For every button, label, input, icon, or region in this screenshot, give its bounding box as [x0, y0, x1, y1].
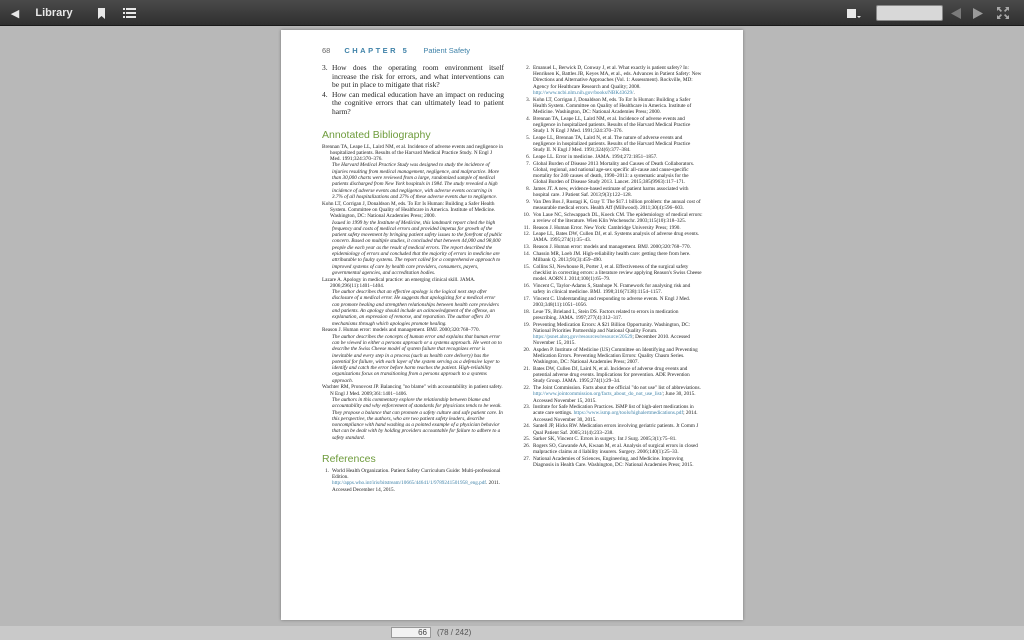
reference-text: Emanuel L, Berwick D, Conway J, et al. What exactly is patient safety? In: Henriksen K, Battles JB, Keyes MA, et al., eds. Advances in Patient Safety: New Directions and Alternative Approaches (Vol. 1: Assessment). Rockville, MD: Agency for Healthcare Research and Quality; 2008. http://www.ncbi.nlm.nih.gov/books/NBK43629/. [533, 65, 702, 96]
reference-text: Sarker SK, Vincent C. Errors in surgery. Int J Surg. 2005;3(1):75–81. [533, 436, 677, 443]
reference-number: 4. [526, 115, 530, 122]
reference-item [523, 251, 703, 263]
reference-item [523, 283, 703, 295]
reference-item [523, 135, 703, 154]
reference-text: Global Burden of Disease 2013 Mortality and Causes of Death Collaborators. Global, regional, and national age-sex specific all-cause and cause-specific mortality for 240 causes of death, 1990–2013: a systematic analysis for the Global Burden of Disease Study 2013. Lancet. 2015;385(9963):117–171. [533, 160, 695, 186]
font-settings-glyph [847, 8, 861, 18]
bibliography-annotation: The author describes the concepts of human error and explains that human error can be viewed in either a persons approach or a systems approach. He went on to describe the Swiss Cheese model of system failure that recognizes error is inevitable and every step in a process (such as health care delivery) has the potential for failure, with each layer of the system serving as a defensive layer to identify and catch the error before harm reaches the patient. High-reliability organizations focus on transitioning from a persons approach to a systems approach. [332, 333, 502, 384]
reference-text: Chassin MR, Loeb JM. High-reliability health care: getting there from here. Milbank Q. 2013;91(3):459–490. [533, 250, 691, 264]
reference-number: 9. [526, 198, 530, 205]
reference-text: Santell JP, Hicks RW. Medication errors involving geriatric patients. Jt Comm J Qual Patient Saf. 2005;31(4):233–238. [533, 423, 699, 436]
chapter-title: Patient Safety [423, 46, 471, 55]
bibliography-entry [322, 327, 504, 384]
reference-item [523, 116, 703, 135]
reference-number: 10. [523, 211, 530, 218]
font-settings-icon[interactable] [844, 0, 864, 26]
reference-text: Institute for Safe Medication Practices. ISMP list of high-alert medications in acute care settings. https://www.ismp.org/tools/highalertmedications.pdf; 2014. Accessed November 30, 2015. [533, 404, 698, 423]
bibliography-entry [322, 201, 504, 277]
question-item [322, 64, 504, 90]
reference-item [523, 347, 703, 366]
reference-number: 17. [523, 295, 530, 302]
reference-item [523, 385, 703, 404]
reference-text: Reason J. Human error: models and management. BMJ. 2000;320:768–770. [533, 244, 691, 251]
left-column [322, 64, 504, 493]
reference-link[interactable]: https://www.ismp.org/tools/highalertmedications.pdf [573, 410, 684, 417]
reference-item [523, 322, 703, 347]
reference-item [523, 231, 703, 243]
reference-text: Rogers SO, Gawande AA, Kwaan M, et al. Analysis of surgical errors in closed malpractice claims at 4 liability insurers. Surgery. 2006;140(1):25–33. [533, 442, 698, 456]
reference-item [523, 436, 703, 442]
reference-item [523, 244, 703, 250]
reference-text: Leape LL, Brennan TA, Laird N, et al. The nature of adverse events and negligence in hospitalized patients. Results of the Harvard Medical Practice Study II. N Engl J Med. 1991;324(6):377–384. [533, 134, 691, 154]
reference-item [523, 296, 703, 308]
bibliography-entry [322, 277, 504, 327]
reference-number: 2. [526, 65, 530, 71]
bibliography-citation: Brennan TA, Leape LL, Laird NM, et al. Incidence of adverse events and negligence in hospitalized patients. Results of the Harvard Medical Practice Study. N Engl J Med. 1991;324:370–376. [322, 143, 503, 163]
question-text: How can medical education have an impact on reducing the cognitive errors that can ultimately lead to patient harm? [332, 89, 504, 116]
reference-item [523, 404, 703, 423]
reference-item [523, 65, 703, 96]
reference-text: Vincent C, Taylor-Adams S, Stanhope N. Framework for analysing risk and safety in clinical medicine. BMJ. 1998;316(7138):1154–1157. [533, 282, 691, 296]
bookmark-icon-glyph [97, 8, 106, 19]
reference-number: 7. [526, 160, 530, 167]
reference-text: James JT. A new, evidence-based estimate of patient harms associated with hospital care. J Patient Saf. 2013;9(3):122–128. [533, 185, 689, 199]
question-item [322, 91, 504, 117]
previous-page-icon[interactable] [948, 0, 964, 26]
reference-number: 6. [526, 153, 530, 160]
bibliography-annotation: The Harvard Medical Practice Study was designed to study the incidence of injuries resulting from medical management, negligence, and malpractice. More than 30,000 charts were reviewed from a large, randomized sample of medical patients discharged from New York hospitals in 1984. The study revealed a high incidence of adverse events and negligence, with adverse events occurring in 3.7% of all hospitalizations and 27% of these adverse events due to negligence. [332, 162, 499, 200]
reference-list-left [322, 468, 504, 493]
question-number: 4. [322, 89, 328, 99]
bibliography-entry [322, 384, 504, 441]
reference-number: 27. [523, 455, 530, 462]
reference-number: 8. [526, 185, 530, 192]
reference-text: Brennan TA, Leape LL, Laird NM, et al. Incidence of adverse events and negligence in hospitalized patients. Results of the Harvard Medical Practice Study I. N Engl J Med. 1991;324:370–376. [533, 115, 691, 135]
bookmark-icon[interactable] [94, 0, 108, 26]
library-button[interactable]: Library [35, 7, 73, 19]
bibliography-entry [322, 144, 504, 201]
question-number: 3. [322, 63, 328, 72]
reference-number: 19. [523, 321, 530, 328]
reference-link[interactable]: http://www.ncbi.nlm.nih.gov/books/NBK43629/ [533, 89, 634, 96]
status-bar [0, 626, 1024, 640]
reference-link[interactable]: http://www.jointcommission.org/facts_about_do_not_use_list/ [533, 391, 663, 398]
reference-number: 16. [523, 282, 530, 289]
chapter-label: CHAPTER 5 [344, 46, 410, 55]
question-text: How does the operating room environment itself increase the risk for errors, and what interventions can be put in place to mitigate that risk? [332, 63, 504, 90]
bibliography-citation: Lazare A. Apology in medical practice: an emerging clinical skill. JAMA. 2006;296(11):1401–1404. [322, 276, 476, 289]
reference-item [523, 456, 703, 468]
bibliography-citation: Kohn LT, Corrigan J, Donaldson M, eds. To Err Is Human: Building a Safer Health System. Committee on Quality of Healthcare in America. Institute of Medicine. Washington, DC: National Academies Press; 2000. [322, 200, 496, 220]
reference-number: 14. [523, 250, 530, 257]
bibliography-annotation: The authors in this commentary explore the relationship between blame and accountability and why enforcement of standards for physicians tends to be weak. They propose a balance that can promote a safety culture and safe patient care. In this perspective, the authors, who are two patient safety leaders, describe noncompliance with hand washing as a pointed example of a physician behavior that can be dealt with by holding providers accountable for failure to adhere to a safety standard. [332, 397, 503, 441]
toolbar [0, 0, 1024, 26]
reference-item [523, 309, 703, 321]
bibliography-annotation: The author describes that an effective apology is the logical next step after disclosure of a medical error. He suggests that apologizing for a medical error can promote healing and strengthen relationships between health care providers and patients. An apology should include an acknowledgment of the offense, an explanation, an expression of remorse, and reparation. The author offers 10 mechanisms through which apologies promote healing. [332, 289, 499, 327]
reference-text: Leape LL, Bates DW, Cullen DJ, et al. Systems analysis of adverse drug events. JAMA. 1995;274(1):35–43. [533, 231, 700, 244]
reference-text: Collins SJ, Newhouse R, Porter J, et al. Effectiveness of the surgical safety checklist in correcting errors: a literature review applying Reason's Swiss Cheese model. AORN J. 2014;100(1):65–79. [533, 263, 702, 283]
question-list [322, 64, 504, 117]
reference-number: 22. [523, 385, 530, 392]
reference-text: Reason J. Human Error. New York: Cambridge University Press; 1990. [533, 224, 681, 231]
reference-item [523, 161, 703, 186]
reference-text: Aspden P. Institute of Medicine (US) Committee on Identifying and Preventing Medication Errors. Preventing Medication Errors: Quality Chasm Series. Washington, DC: National Academies Press; 2007. [533, 346, 698, 366]
reference-item [523, 366, 703, 385]
next-page-icon[interactable] [970, 0, 986, 26]
reference-text: Leue TS, Brieland L, Stein DS. Factors related to errors in medication prescribing. JAMA. 1997;277(4):312–317. [533, 308, 679, 321]
running-head [322, 46, 470, 55]
right-column [523, 65, 703, 469]
reference-list-right [523, 65, 703, 468]
table-of-contents-icon[interactable] [121, 0, 137, 26]
reference-number: 18. [523, 308, 530, 315]
reference-item [523, 212, 703, 224]
reference-number: 3. [526, 96, 530, 103]
bibliography-citation: Wachter RM, Pronovost JP. Balancing "no blame" with accountability in patient safety. N Engl J Med. 2009;361:1401–1406. [322, 384, 503, 397]
reference-number: 21. [523, 366, 530, 373]
reference-text: World Health Organization. Patient Safety Curriculum Guide: Multi-professional Edition. http://apps.who.int/iris/bitstream/10665/44641/1/9789241501958_eng.pdf. 2011. Accessed December 14, 2015. [332, 468, 501, 493]
reference-item [322, 468, 504, 493]
page-number-field[interactable]: 66 [391, 627, 431, 638]
reference-text: Van Den Bos J, Rustagi K, Gray T. The $17.1 billion problem: the annual cost of measurable medical errors. Health Aff (Millwood). 2011;30(4):596–603. [533, 198, 701, 211]
list-icon-glyph [123, 8, 136, 18]
references-heading: References [322, 453, 376, 466]
reference-number: 24. [523, 423, 530, 430]
reference-item [523, 264, 703, 283]
reference-item [523, 154, 703, 160]
reference-text: The Joint Commission. Facts about the official "do not use" list of abbreviations. http://www.jointcommission.org/facts_about_do_not_use_list/; June 30, 2015. Accessed November 15, 2015. [533, 385, 701, 404]
reference-item [523, 199, 703, 211]
reference-text: Bates DW, Cullen DJ, Laird N, et al. Incidence of adverse drug events and potential adverse drug events. Implications for prevention. ADE Prevention Study Group. JAMA. 1995;274(1):29–34. [533, 366, 690, 385]
reference-number: 15. [523, 263, 530, 270]
reference-number: 26. [523, 442, 530, 449]
reference-number: 23. [523, 404, 530, 411]
reference-number: 1. [325, 468, 329, 475]
reference-text: Preventing Medication Errors: A $21 Billion Opportunity. Washington, DC: National Priorities Partnership and National Quality Forum. https://psnet.ahrq.gov/resources/resource/20529; December 2010. Accessed November 15, 2015. [533, 321, 691, 347]
reference-text: Kohn LT, Corrigan J, Donaldson M, eds. To Err Is Human: Building a Safer Health System. Committee on Quality of Healthcare in America. Institute of Medicine. Washington, DC: National Academies Press; 2000. [533, 96, 692, 115]
book-page [281, 30, 743, 620]
reference-number: 25. [523, 436, 530, 443]
reference-number: 20. [523, 346, 530, 353]
reference-number: 12. [523, 231, 530, 238]
reference-link[interactable]: http://apps.who.int/iris/bitstream/10665/44641/1/9789241501958_eng.pdf [332, 480, 487, 487]
back-arrow-icon[interactable]: ◀ [10, 7, 20, 20]
reference-number: 13. [523, 244, 530, 251]
reference-text: Von Laue NC, Schwappach DL, Koeck CM. The epidemiology of medical errors: a review of the literature. Wien Klin Wochenschr. 2003;115(10):318–325. [533, 211, 703, 224]
reference-text: National Academies of Sciences, Engineering, and Medicine. Improving Diagnosis in Health Care. Washington, DC: National Academies Press; 2015. [533, 455, 694, 469]
reference-item [523, 423, 703, 435]
reference-text: Leape LL. Error in medicine. JAMA. 1994;272:1851–1857. [533, 153, 658, 160]
bibliography-citation: Reason J. Human error: models and management. BMJ. 2000;320:768–770. [322, 327, 480, 334]
fullscreen-icon[interactable] [995, 0, 1011, 26]
reference-item [523, 97, 703, 116]
reference-item [523, 443, 703, 455]
reference-number: 5. [526, 134, 530, 141]
reference-text: Vincent C. Understanding and responding to adverse events. N Engl J Med. 2003;348(11):1051–1056. [533, 295, 691, 309]
annotated-bibliography-heading: Annotated Bibliography [322, 128, 431, 141]
reference-number: 11. [523, 224, 530, 231]
reference-item [523, 186, 703, 198]
search-input[interactable] [876, 5, 943, 21]
reference-item [523, 225, 703, 231]
page-number: 68 [322, 46, 331, 55]
page-count: (78 / 242) [437, 628, 472, 637]
reference-link[interactable]: https://psnet.ahrq.gov/resources/resource/20529 [533, 334, 633, 341]
bibliography-annotation: Issued in 1999 by the Institute of Medicine, this landmark report cited the high frequency and costs of medical errors and provided impetus for growth of the patient safety movement by bringing patient safety issues to the forefront of public concern. Based on multiple studies, it concluded that between 44,000 and 98,000 people die each year as the result of medical errors. The report described the epidemiology of errors and concluded that the majority of errors in medicine are attributable to faulty systems. The report called for a comprehensive approach to improved systems of care by health care providers, consumers, payers, governmental agencies, and accreditation bodies. [332, 219, 503, 276]
